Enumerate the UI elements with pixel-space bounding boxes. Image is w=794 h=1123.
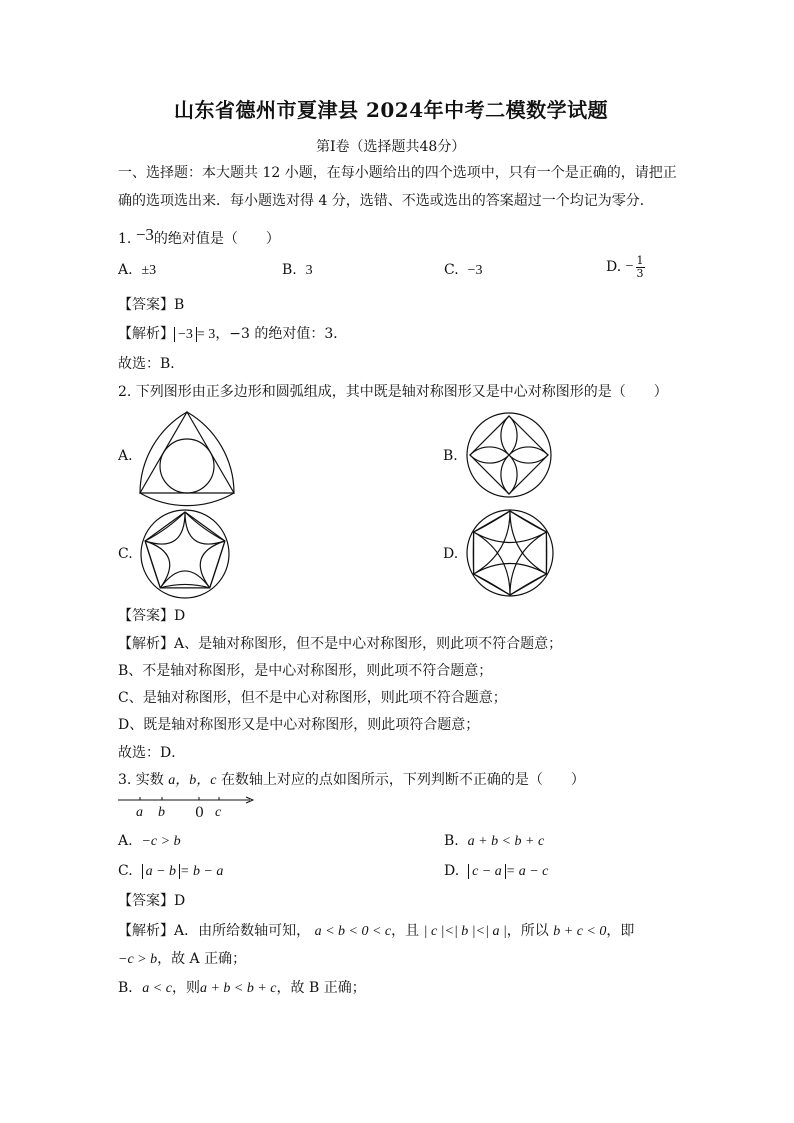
q1-option-c-value: −3 xyxy=(467,263,483,278)
q3-analysis-math: a + b < b + c xyxy=(199,981,277,996)
q1-conclusion: 故选：B． xyxy=(118,356,185,372)
q3-analysis-text: ，则 xyxy=(171,980,200,996)
q2-figure-d xyxy=(466,509,554,597)
q2-analysis-line: B、不是轴对称图形，是中心对称图形，则此项不符合题意； xyxy=(118,663,493,679)
q3-analysis-text: B． xyxy=(118,980,143,996)
section-subtitle: 第Ⅰ卷（选择题共48分） xyxy=(316,139,466,155)
q3-option-d-label: D. xyxy=(444,863,460,879)
q3-axis-label-zero: 0 xyxy=(195,805,204,821)
q1-option-d-numerator: 1 xyxy=(636,254,644,267)
q3-answer: 【答案】D xyxy=(118,893,186,909)
q1-option-d-sign: − xyxy=(625,259,634,275)
q3-analysis-text: ，故 A 正确； xyxy=(157,951,247,967)
q1-analysis-eq: = 3 xyxy=(196,327,216,342)
q1-option-c-label: C. xyxy=(444,262,459,278)
q1-option-b-value: 3 xyxy=(305,263,313,278)
q2-answer: 【答案】D xyxy=(118,608,186,624)
q3-stem-rest: 在数轴上对应的点如图所示，下列判断不正确的是（ ） xyxy=(220,772,585,788)
q3-analysis-math: a < b < 0 < c xyxy=(314,924,392,939)
q3-analysis-text: ，故 B 正确； xyxy=(276,980,366,996)
q1-analysis xyxy=(118,327,347,342)
q1-option-d-label: D. xyxy=(606,259,622,276)
q3-analysis-math: −c > b xyxy=(118,952,158,967)
q3-analysis-math: b + c < 0 xyxy=(553,924,607,939)
q1-stem-text: 的绝对值是（ ） xyxy=(153,231,280,247)
q3-analysis-math: | c |<| b |<| a | xyxy=(423,924,507,939)
q1-analysis-label: 【解析】 xyxy=(118,326,174,342)
q3-axis-label-c: c xyxy=(215,805,222,820)
q1-option-a-label: A. xyxy=(118,262,133,278)
q2-stem: 2. 下列图形由正多边形和圆弧组成，其中既是轴对称图形又是中心对称图形的是（ ） xyxy=(118,384,668,400)
q2-analysis-line: C、是轴对称图形，但不是中心对称图形，则此项不符合题意； xyxy=(118,690,507,706)
q3-analysis-math: a < c xyxy=(142,981,172,996)
q1-option-d-fraction xyxy=(636,255,645,279)
q3-stem xyxy=(118,773,585,788)
q1-option-c xyxy=(444,263,482,278)
q1-analysis-abs: −3 xyxy=(174,327,197,342)
q3-option-d-abs: c − a xyxy=(468,864,506,879)
q3-option-a-label: A. xyxy=(118,833,133,849)
q2-figure-c xyxy=(140,509,230,599)
page-title: 山东省德州市夏津县 2024年中考二模数学试题 xyxy=(174,98,609,122)
q3-option-d xyxy=(444,864,548,879)
q3-stem-start: 3. 实数 xyxy=(118,772,164,788)
q3-analysis-line-3 xyxy=(118,981,366,996)
q3-option-b xyxy=(444,834,544,849)
q3-option-a xyxy=(118,834,181,849)
q1-expr: −3 xyxy=(135,225,154,244)
q3-analysis-text: ，且 xyxy=(391,923,420,939)
q2-figure-a xyxy=(138,410,236,496)
q3-option-b-label: B. xyxy=(444,833,459,849)
q1-analysis-rest: ，−3 的绝对值：3． xyxy=(215,326,348,342)
q3-axis-label-a: a xyxy=(136,805,143,820)
section-intro-line-1: 一、选择题：本大题共 12 小题，在每小题给出的四个选项中，只有一个是正确的，请把正 xyxy=(118,165,677,181)
q3-option-d-rest: = a − c xyxy=(505,864,549,879)
q3-option-a-value: −c > b xyxy=(141,834,181,849)
q3-analysis-text: 【解析】A．由所给数轴可知， xyxy=(118,923,311,939)
q1-option-b-label: B. xyxy=(282,262,297,278)
q1-option-a xyxy=(118,263,156,278)
q2-figure-b xyxy=(466,412,552,498)
q2-analysis-line: 【解析】A、是轴对称图形，但不是中心对称图形，则此项不符合题意； xyxy=(118,636,563,652)
q2-label-c: C. xyxy=(118,546,133,562)
q3-analysis-text: ，所以 xyxy=(506,923,549,939)
q3-stem-vars: a，b，c xyxy=(168,773,217,788)
section-intro-line-2: 确的选项选出来．每小题选对得 4 分，选错、不选或选出的答案超过一个均记为零分． xyxy=(118,193,654,209)
q2-label-b: B. xyxy=(443,448,458,464)
q1-option-a-value: ±3 xyxy=(141,263,157,278)
q3-axis-label-b: b xyxy=(158,805,165,820)
q2-analysis-line: D、既是轴对称图形又是中心对称图形，则此项符合题意； xyxy=(118,717,480,733)
q3-option-c-rest: = b − a xyxy=(180,864,224,879)
q1-option-b xyxy=(282,263,313,278)
q3-analysis-line-1 xyxy=(118,924,634,939)
q3-option-c xyxy=(118,864,223,879)
q3-analysis-line-2 xyxy=(118,952,246,967)
q3-option-c-label: C. xyxy=(118,863,133,879)
q2-label-a: A. xyxy=(118,448,133,464)
q1-number: 1. xyxy=(118,231,132,247)
q3-option-b-value: a + b < b + c xyxy=(467,834,545,849)
q1-stem xyxy=(118,226,280,246)
q1-option-d-denominator: 3 xyxy=(636,266,644,280)
q1-option-d xyxy=(606,255,645,279)
q1-answer: 【答案】B xyxy=(118,297,185,313)
q3-analysis-text: ，即 xyxy=(606,923,635,939)
q2-label-d: D. xyxy=(443,546,459,562)
q3-option-c-abs: a − b xyxy=(142,864,180,879)
q2-conclusion: 故选：D． xyxy=(118,745,186,761)
